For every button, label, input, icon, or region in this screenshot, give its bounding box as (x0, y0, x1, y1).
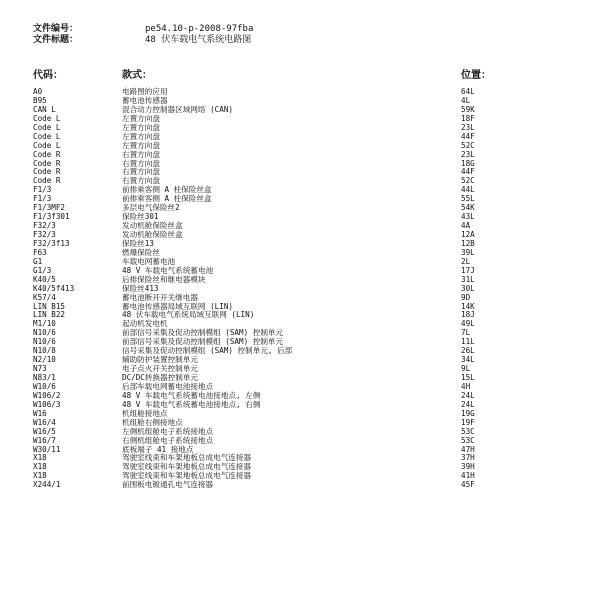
component-position: 23L (461, 149, 475, 159)
component-description: 驾驶室线束和车架地板总成电气连接器 (122, 462, 252, 472)
component-description: 机组舱右侧接地点 (122, 417, 183, 427)
document-number-value: pe54.10-p-2008-97fba (145, 24, 254, 34)
column-header-position: 位置： (461, 70, 491, 81)
component-code: LIN B22 (33, 310, 66, 320)
list-item (0, 293, 600, 302)
list-item (0, 159, 600, 168)
component-position: 52C (461, 176, 475, 186)
list-item (0, 302, 600, 311)
component-description: 右置方向盘 (122, 149, 160, 159)
component-description: 驾驶室线束和车架地板总成电气连接器 (122, 453, 252, 463)
component-description: 左侧机组舱电子系统接地点 (122, 426, 214, 436)
component-code: F1/3MF2 (33, 203, 66, 213)
component-position: 19G (461, 408, 475, 418)
list-item (0, 355, 600, 364)
list-item (0, 373, 600, 382)
component-code: W106/3 (33, 399, 61, 409)
list-item (0, 230, 600, 239)
component-description: 左置方向盘 (122, 131, 160, 141)
list-item (0, 382, 600, 391)
component-position: 9L (461, 364, 471, 374)
component-position: 4A (461, 221, 471, 231)
component-code: W16/4 (33, 417, 56, 427)
component-description: DC/DC转换器控制单元 (122, 373, 199, 382)
component-code: N10/8 (33, 346, 56, 356)
component-position: 30L (461, 283, 475, 293)
component-description: 信号采集及促动控制模组 (SAM) 控制单元, 后部 (122, 346, 293, 356)
component-code: F1/3 (33, 194, 52, 204)
component-description: 右置方向盘 (122, 176, 160, 186)
component-code: Code R (33, 149, 61, 159)
component-description: 右侧机组舱电子系统接地点 (122, 435, 214, 445)
component-position: 49L (461, 319, 475, 329)
component-position: 18F (461, 113, 475, 123)
component-code: Code L (33, 131, 61, 141)
component-code: F32/3 (33, 230, 56, 239)
component-description: 右置方向盘 (122, 158, 160, 168)
component-description: 左置方向盘 (122, 113, 160, 123)
component-description: 发动机舱保险丝盒 (122, 230, 183, 239)
component-code: Code L (33, 122, 61, 132)
component-position: 4H (461, 381, 471, 391)
component-description: 前部信号采集及促动控制模组 (SAM) 控制单元 (122, 328, 284, 338)
component-code: F63 (33, 247, 47, 257)
component-position: 7L (461, 328, 471, 338)
component-code: F1/3 (33, 185, 52, 195)
component-code: M1/10 (33, 319, 56, 329)
list-item (0, 150, 600, 159)
component-position: 53C (461, 426, 475, 436)
component-code: W16 (33, 408, 47, 418)
component-code: N10/6 (33, 328, 56, 338)
component-code: K57/4 (33, 292, 56, 302)
component-code: Code L (33, 113, 61, 123)
list-item (0, 167, 600, 176)
list-item (0, 105, 600, 114)
component-code: F32/3f13 (33, 238, 70, 248)
component-position: 59K (461, 104, 475, 114)
component-code: F1/3f301 (33, 212, 70, 222)
component-description: 保险丝301 (122, 212, 159, 222)
document-title-value: 48 伏车载电气系统电路图 (145, 35, 252, 45)
component-description: 前围板电镀通孔电气连接器 (122, 480, 214, 490)
component-position: 19F (461, 417, 475, 427)
component-description: 保险丝13 (122, 238, 154, 248)
component-code: Code R (33, 176, 61, 186)
component-code: LIN B15 (33, 301, 66, 311)
component-position: 15L (461, 373, 475, 382)
component-position: 39H (461, 462, 475, 472)
component-code: A0 (33, 87, 43, 96)
list-item (0, 96, 600, 105)
component-description: 车载电网蓄电池 (122, 256, 176, 266)
component-description: 前排乘客侧 A 柱保险丝盒 (122, 194, 212, 204)
component-code: W16/5 (33, 426, 56, 436)
list-item (0, 471, 600, 480)
component-position: 31L (461, 274, 475, 284)
component-description: 驾驶室线束和车架地板总成电气连接器 (122, 471, 252, 481)
component-description: 电子点火开关控制单元 (122, 364, 198, 374)
list-item (0, 212, 600, 221)
component-position: 41H (461, 471, 475, 481)
component-position: 18J (461, 310, 475, 320)
list-item (0, 328, 600, 337)
component-list (0, 87, 600, 489)
component-code: W30/11 (33, 444, 61, 454)
component-position: 43L (461, 212, 475, 222)
list-item (0, 427, 600, 436)
component-position: 12A (461, 230, 475, 239)
component-position: 39L (461, 247, 475, 257)
component-description: 起动机发电机 (122, 319, 168, 329)
component-description: 48 V 车载电气系统蓄电池 (122, 265, 214, 275)
list-item (0, 257, 600, 266)
component-description: 辅助防护装置控制单元 (122, 355, 198, 365)
component-description: 电路图的应用 (122, 87, 168, 96)
component-position: 44L (461, 185, 475, 195)
list-item (0, 87, 600, 96)
component-position: 54K (461, 203, 475, 213)
component-position: 18G (461, 158, 475, 168)
component-code: N2/10 (33, 355, 56, 365)
list-item (0, 266, 600, 275)
list-item (0, 141, 600, 150)
component-code: X244/1 (33, 480, 61, 490)
document-title-label: 文件标题： (33, 35, 79, 45)
component-position: 12B (461, 238, 475, 248)
component-code: K40/5f413 (33, 283, 75, 293)
component-code: Code R (33, 158, 61, 168)
list-item (0, 194, 600, 203)
component-description: 后排保险丝和继电器模块 (122, 274, 206, 284)
component-description: 发动机舱保险丝盒 (122, 221, 183, 231)
component-position: 37H (461, 453, 475, 463)
list-item (0, 123, 600, 132)
list-item (0, 239, 600, 248)
component-description: 前部信号采集及促动控制模组 (SAM) 控制单元 (122, 337, 284, 347)
list-item (0, 203, 600, 212)
list-item (0, 391, 600, 400)
component-code: G1/3 (33, 265, 52, 275)
component-description: 48 V 车载电气系统蓄电池接地点, 右侧 (122, 399, 261, 409)
column-header-code: 代码： (33, 70, 63, 81)
list-item (0, 445, 600, 454)
component-description: 混合动力控制器区域网络 (CAN) (122, 104, 233, 114)
list-item (0, 480, 600, 489)
list-item (0, 114, 600, 123)
component-code: N73 (33, 364, 47, 374)
component-position: 52C (461, 140, 475, 150)
component-code: G1 (33, 256, 43, 266)
list-item (0, 409, 600, 418)
component-position: 9D (461, 292, 471, 302)
component-position: 53C (461, 435, 475, 445)
list-item (0, 248, 600, 257)
component-description: 右置方向盘 (122, 167, 160, 177)
component-position: 14K (461, 301, 475, 311)
component-code: B95 (33, 95, 47, 105)
list-item (0, 346, 600, 355)
component-code: W10/6 (33, 381, 56, 391)
list-item (0, 337, 600, 346)
list-item (0, 284, 600, 293)
component-description: 多层电气保险丝2 (122, 203, 180, 213)
component-position: 44F (461, 131, 475, 141)
list-item (0, 418, 600, 427)
component-description: 48 V 车载电气系统蓄电池接地点, 左侧 (122, 390, 261, 400)
component-position: 45F (461, 480, 475, 490)
component-position: 24L (461, 390, 475, 400)
component-position: 47H (461, 444, 475, 454)
list-item (0, 400, 600, 409)
component-position: 64L (461, 87, 475, 96)
list-item (0, 176, 600, 185)
component-code: X18 (33, 453, 47, 463)
component-description: 保险丝413 (122, 283, 159, 293)
document-number-label: 文件编号： (33, 24, 79, 34)
component-code: CAN L (33, 104, 56, 114)
component-code: N83/1 (33, 373, 56, 382)
component-code: Code L (33, 140, 61, 150)
component-code: W106/2 (33, 390, 61, 400)
list-item (0, 364, 600, 373)
component-position: 24L (461, 399, 475, 409)
component-position: 11L (461, 337, 475, 347)
component-description: 48 伏车载电气系统局域互联网 (LIN) (122, 310, 255, 320)
component-position: 17J (461, 265, 475, 275)
component-position: 2L (461, 256, 471, 266)
component-description: 左置方向盘 (122, 122, 160, 132)
component-description: 蓄电池传感器 (122, 95, 168, 105)
list-item (0, 436, 600, 445)
list-item (0, 132, 600, 141)
component-description: 机组舱接地点 (122, 408, 168, 418)
list-item (0, 310, 600, 319)
component-description: 蓄电池传感器局域互联网 (LIN) (122, 301, 233, 311)
component-code: W16/7 (33, 435, 56, 445)
list-item (0, 462, 600, 471)
component-code: X18 (33, 462, 47, 472)
list-item (0, 319, 600, 328)
component-description: 蓄电池断开开关继电器 (122, 292, 198, 302)
component-code: X18 (33, 471, 47, 481)
component-position: 23L (461, 122, 475, 132)
component-description: 左置方向盘 (122, 140, 160, 150)
component-position: 44F (461, 167, 475, 177)
component-position: 4L (461, 95, 471, 105)
component-code: F32/3 (33, 221, 56, 231)
component-description: 后部车载电网蓄电池接地点 (122, 381, 214, 391)
list-item (0, 221, 600, 230)
component-description: 底板端子 41 接地点 (122, 444, 194, 454)
component-position: 55L (461, 194, 475, 204)
component-description: 燃爆保险丝 (122, 247, 160, 257)
component-position: 26L (461, 346, 475, 356)
component-code: K40/5 (33, 274, 56, 284)
list-item (0, 275, 600, 284)
list-item (0, 453, 600, 462)
component-position: 34L (461, 355, 475, 365)
component-description: 前排乘客侧 A 柱保险丝盒 (122, 185, 212, 195)
component-code: N10/6 (33, 337, 56, 347)
component-code: Code R (33, 167, 61, 177)
list-item (0, 185, 600, 194)
column-header-description: 款式： (122, 70, 152, 81)
